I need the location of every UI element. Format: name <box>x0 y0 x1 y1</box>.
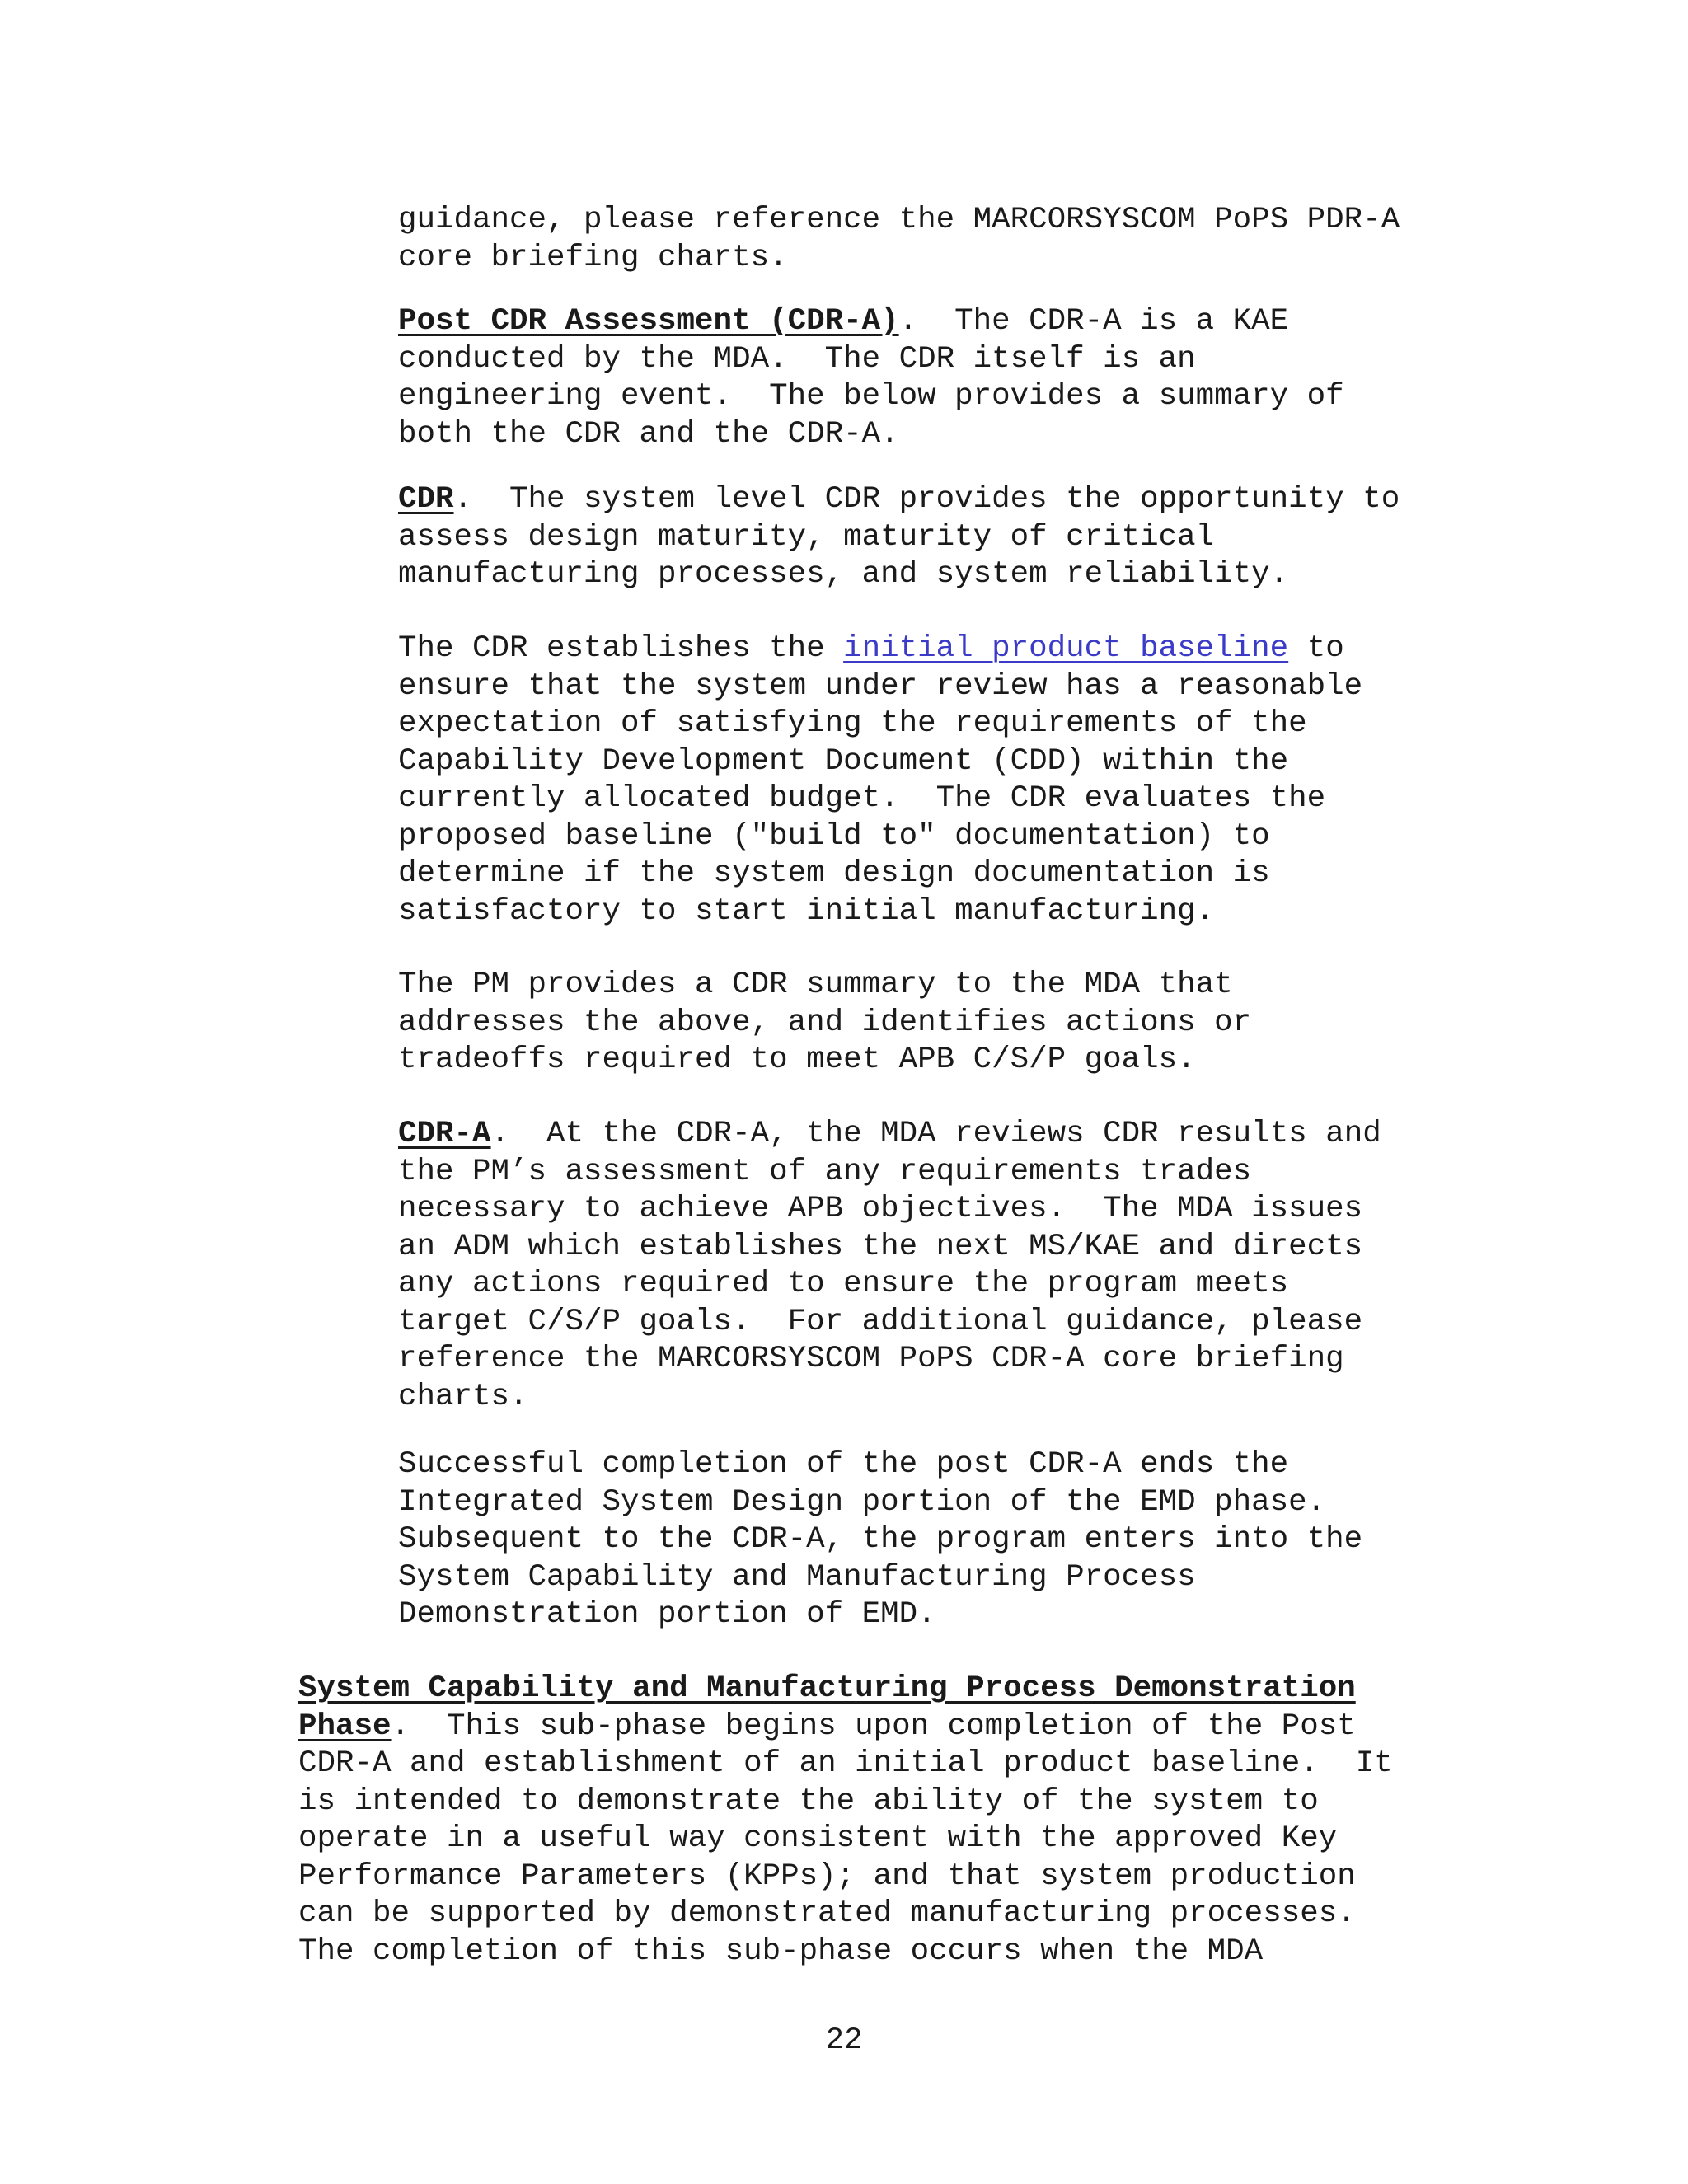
section-heading: CDR-A <box>398 1117 491 1151</box>
text-line: charts. <box>398 1379 528 1414</box>
text-line: . The system level CDR provides the opportunity to <box>453 482 1400 517</box>
text-line: assess design maturity, maturity of critical <box>398 519 1215 555</box>
cdr-paragraph <box>398 481 1400 594</box>
text-line: The completion of this sub-phase occurs when the MDA <box>298 1933 1264 1969</box>
text-line: reference the MARCORSYSCOM PoPS CDR-A core briefing <box>398 1342 1344 1376</box>
section-heading: System Capability and Manufacturing Process Demonstration <box>298 1671 1356 1706</box>
text-line: any actions required to ensure the program meets <box>398 1267 1289 1301</box>
text-line: proposed baseline ("build to" documentation) to <box>398 818 1270 854</box>
section-heading: Post CDR Assessment (CDR-A) <box>398 304 899 339</box>
text-line: engineering event. The below provides a summary of <box>398 379 1344 414</box>
text-line: Demonstration portion of EMD. <box>398 1597 936 1632</box>
text-line: can be supported by demonstrated manufacturing processes. <box>298 1896 1356 1931</box>
text-line: Integrated System Design portion of the EMD phase. <box>398 1484 1326 1520</box>
initial-product-baseline-link[interactable]: initial product baseline <box>843 631 1289 666</box>
text-line: conducted by the MDA. The CDR itself is an <box>398 341 1196 377</box>
text-line: an ADM which establishes the next MS/KAE and directs <box>398 1229 1363 1264</box>
text-line: Successful completion of the post CDR-A ends the <box>398 1447 1289 1482</box>
text-line: tradeoffs required to meet APB C/S/P goals. <box>398 1043 1196 1077</box>
text-line: The PM provides a CDR summary to the MDA that <box>398 968 1233 1002</box>
text-line: . At the CDR-A, the MDA reviews CDR results and <box>490 1117 1381 1151</box>
section-heading: Phase <box>298 1708 392 1744</box>
page-number: 22 <box>825 2023 863 2058</box>
text-line: operate in a useful way consistent with the approved Key <box>298 1821 1338 1856</box>
text-line: currently allocated budget. The CDR evaluates the <box>398 781 1326 816</box>
text-line: System Capability and Manufacturing Process <box>398 1559 1196 1595</box>
cdr-a-paragraph <box>398 1116 1381 1416</box>
text-line: determine if the system design documentation is <box>398 856 1270 891</box>
text-line: core briefing charts. <box>398 240 788 275</box>
text-line: . The CDR-A is a KAE <box>898 304 1289 339</box>
text-line: guidance, please reference the MARCORSYSCOM PoPS PDR-A <box>398 203 1400 237</box>
text-line: addresses the above, and identifies actions or <box>398 1005 1252 1040</box>
text-line: manufacturing processes, and system reliability. <box>398 557 1289 592</box>
text-line: . This sub-phase begins upon completion of the Post <box>391 1708 1356 1744</box>
text-line: necessary to achieve APB objectives. The MDA issues <box>398 1192 1363 1226</box>
text-line: ensure that the system under review has a reasonable <box>398 668 1363 704</box>
text-line: target C/S/P goals. For additional guidance, please <box>398 1304 1363 1339</box>
text-line: to <box>1288 631 1344 666</box>
section-heading: CDR <box>398 482 454 517</box>
text-line: the PM’s assessment of any requirements trades <box>398 1154 1252 1189</box>
text-line: satisfactory to start initial manufacturing. <box>398 893 1215 929</box>
continuation-paragraph <box>398 202 1400 277</box>
system-capability-paragraph <box>298 1671 1393 1971</box>
text-line: CDR-A and establishment of an initial product baseline. It <box>298 1746 1393 1781</box>
pm-summary-paragraph <box>398 967 1251 1080</box>
text-line: is intended to demonstrate the ability of the system to <box>298 1783 1319 1819</box>
text-line: expectation of satisfying the requirements of the <box>398 706 1307 741</box>
successful-completion-paragraph <box>398 1446 1362 1634</box>
text-line: The CDR establishes the <box>398 631 844 666</box>
text-line: Performance Parameters (KPPs); and that system production <box>298 1858 1356 1894</box>
text-line: both the CDR and the CDR-A. <box>398 416 899 452</box>
cdr-baseline-paragraph <box>398 630 1362 930</box>
text-line: Subsequent to the CDR-A, the program enters into the <box>398 1522 1363 1557</box>
text-line: Capability Development Document (CDD) within the <box>398 743 1289 779</box>
post-cdr-assessment-paragraph <box>398 303 1344 453</box>
